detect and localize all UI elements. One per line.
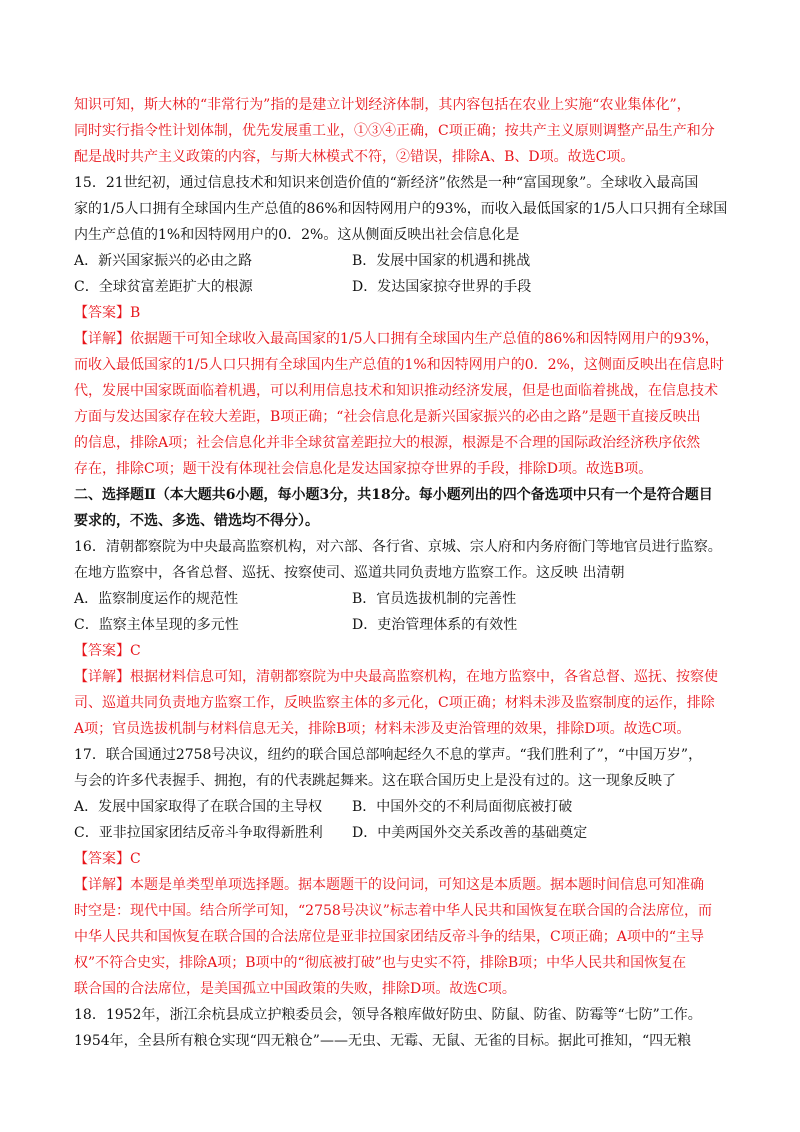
answer-text: 【答案】B [74,305,141,321]
text-line: 司、巡道共同负责地方监察工作，反映监察主体的多元化，C项正确；材料未涉及监察制度的运作，排除 [74,695,715,711]
text-line: 17．联合国通过2758号决议，纽约的联合国总部响起经久不息的掌声。“我们胜利了”，“中国万岁”， [74,747,703,763]
q17-option-d: D．中美两国外交关系改善的基础奠定 [352,825,588,841]
question-16-stem [74,534,730,586]
text-line: 【详解】本题是单类型单项选择题。据本题题干的设问词，可知这是本质题。据本题时间信息可知准确 [74,877,704,893]
text-line: 18．1952年，浙江余杭县成立护粮委员会，领导各粮库做好防虫、防鼠、防雀、防霉等“七防”工作。 [74,1007,702,1023]
text-line: 要求的，不选、多选、错选均不得分）。 [74,513,319,529]
answer-text: 【答案】C [74,643,141,659]
text-line: 在地方监察中，各省总督、巡抚、按察使司、巡道共同负责地方监察工作。这反映 出清朝 [74,565,625,581]
text-line: 1954年，全县所有粮仓实现“四无粮仓”——无虫、无霉、无鼠、无雀的目标。据此可推知，“四无粮 [74,1033,692,1049]
question-17-stem [74,742,730,794]
text-line: 存在，排除C项；题干没有体现社会信息化是发达国家掠夺世界的手段，排除D项。故选B项。 [74,461,653,477]
answer-text: 【答案】C [74,851,141,867]
text-line: 知识可知，斯大林的“非常行为”指的是建立计划经济体制，其内容包括在农业上实施“农业集体化”， [74,97,691,113]
q16-option-b: B．官员选拔机制的完善性 [352,591,517,607]
text-line: 联合国的合法席位，是美国孤立中国政策的失败，排除D项。故选C项。 [74,981,516,997]
text-line: 权”不符合史实，排除A项；B项中的“彻底被打破”也与史实不符，排除B项；中华人民共和国恢复在 [74,955,687,971]
q16-answer [74,638,730,664]
text-line: 【详解】根据材料信息可知，清朝都察院为中央最高监察机构，在地方监察中，各省总督、巡抚、按察使 [74,669,718,685]
q16-explanation [74,664,730,742]
text-line: 与会的许多代表握手、拥抱，有的代表跳起舞来。这在联合国历史上是没有过的。这一现象反映了 [74,773,676,789]
previous-explanation [74,92,730,170]
q16-option-a: A．监察制度运作的规范性 [74,591,239,607]
q15-option-c: C．全球贫富差距扩大的根源 [74,279,253,295]
q15-answer [74,300,730,326]
text-line: 中华人民共和国恢复在联合国的合法席位是亚非拉国家团结反帝斗争的结果，C项正确；A项中的“主导 [74,929,704,945]
q17-option-a: A．发展中国家取得了在联合国的主导权 [74,799,323,815]
q16-option-d: D．吏治管理体系的有效性 [352,617,518,633]
text-line: 【详解】依据题干可知全球收入最高国家的1/5人口拥有全球国内生产总值的86%和因特网用户的93%， [74,331,719,347]
question-15-stem [74,170,730,248]
q16-option-c: C．监察主体呈现的多元性 [74,617,239,633]
q17-answer [74,846,730,872]
text-line: 而收入最低国家的1/5人口只拥有全球国内生产总值的1%和因特网用户的0．2%，这侧面反映出在信息时 [74,357,724,373]
text-line: 配是战时共产主义政策的内容，与斯大林模式不符，②错误，排除A、B、D项。故选C项。 [74,149,635,165]
text-line: 二、选择题Ⅱ（本大题共6小题，每小题3分，共18分。每小题列出的四个备选项中只有一个是符合题目 [74,487,713,503]
text-line: 内生产总值的1%和因特网用户的0．2%。这从侧面反映出社会信息化是 [74,227,520,243]
text-line: 15．21世纪初，通过信息技术和知识来创造价值的“新经济”依然是一种“富国现象”。全球收入最高国 [74,175,699,191]
section-2-heading [74,482,730,534]
q17-option-b: B．中国外交的不利局面彻底被打破 [352,799,573,815]
text-line: 16．清朝都察院为中央最高监察机构，对六部、各行省、京城、宗人府和内务府衙门等地官员进行监察。 [74,539,722,555]
text-line: 同时实行指令性计划体制，优先发展重工业，①③④正确，C项正确；按共产主义原则调整产品生产和分 [74,123,715,139]
q17-explanation [74,872,730,1002]
q15-explanation [74,326,730,482]
text-line: 方面与发达国家存在较大差距，B项正确；“社会信息化是新兴国家振兴的必由之路”是题干直接反映出 [74,409,701,425]
q17-option-c: C．亚非拉国家团结反帝斗争取得新胜利 [74,825,323,841]
text-line: 时空是：现代中国。结合所学可知，“2758号决议”标志着中华人民共和国恢复在联合国的合法席位，而 [74,903,712,919]
q15-option-b: B．发展中国家的机遇和挑战 [352,253,531,269]
question-18-stem [74,1002,730,1054]
text-line: 代，发展中国家既面临着机遇，可以利用信息技术和知识推动经济发展，但是也面临着挑战，在信息技术 [74,383,718,399]
text-line: 的信息，排除A项；社会信息化并非全球贫富差距拉大的根源，根源是不合理的国际政治经济秩序依然 [74,435,701,451]
q15-option-d: D．发达国家掠夺世界的手段 [352,279,532,295]
text-line: A项；官员选拔机制与材料信息无关，排除B项；材料未涉及吏治管理的效果，排除D项。故选C项。 [74,721,691,737]
q15-option-a: A．新兴国家振兴的必由之路 [74,253,253,269]
text-line: 家的1/5人口拥有全球国内生产总值的86%和因特网用户的93%，而收入最低国家的1/5人口只拥有全球国 [74,201,728,217]
